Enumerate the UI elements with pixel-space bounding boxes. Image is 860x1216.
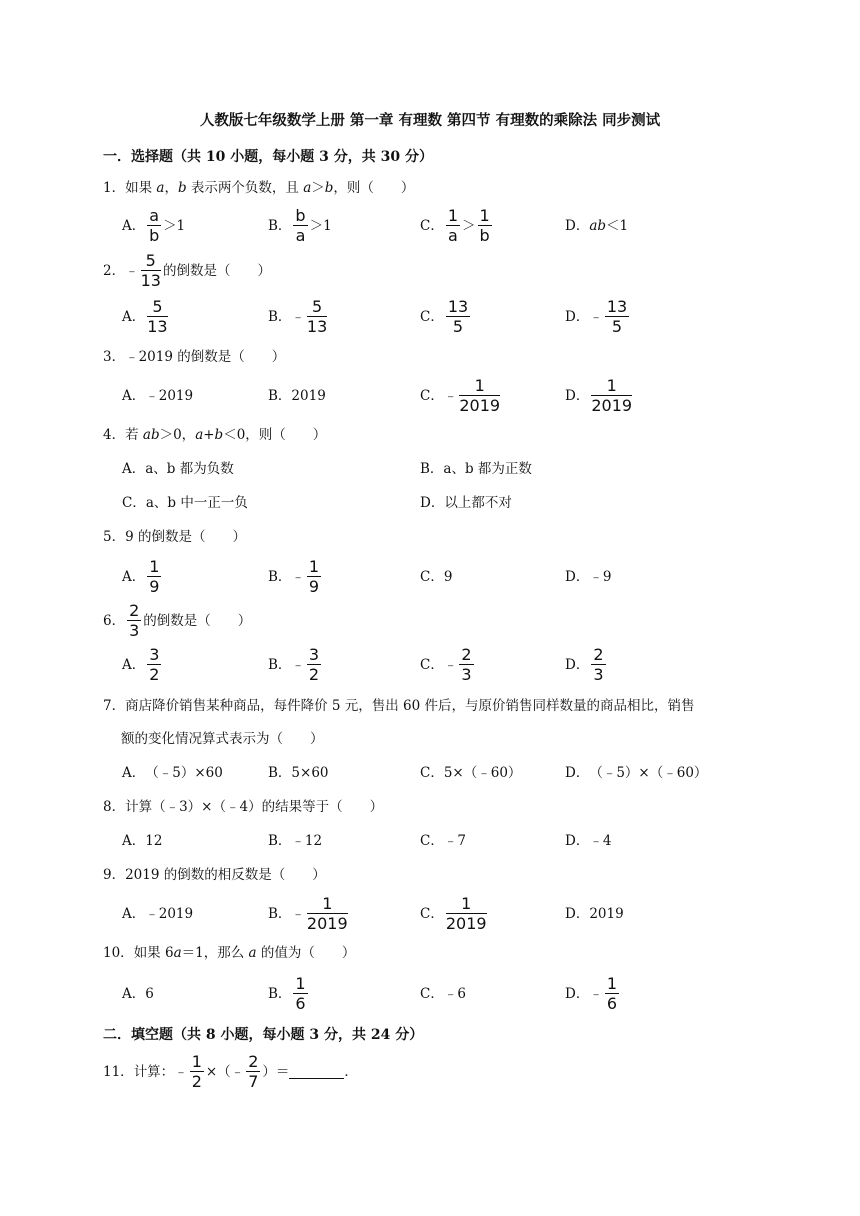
- question-7-line-2: 额的变化情况算式表示为（ ）: [121, 731, 324, 747]
- q8-option-b[interactable]: B． ﹣12: [268, 833, 323, 849]
- q8-option-d[interactable]: D． ﹣4: [565, 833, 612, 849]
- q8-option-c[interactable]: C． ﹣7: [420, 833, 466, 849]
- q5-option-c[interactable]: C． 9: [420, 569, 453, 585]
- fraction: $\frac{1}{b}$: [479, 206, 490, 245]
- fraction: $\frac{1}{9}$: [308, 557, 320, 596]
- q5-option-a[interactable]: A． $\frac{1}{9}$: [122, 557, 160, 596]
- fraction: $\frac{5}{13}$: [140, 251, 161, 290]
- q10-option-b[interactable]: B． $\frac{1}{6}$: [268, 974, 306, 1013]
- q6-option-d[interactable]: D． $\frac{2}{3}$: [565, 645, 604, 684]
- q7-option-b[interactable]: B． 5×60: [268, 765, 329, 781]
- fraction: $\frac{1}{2019}$: [306, 894, 348, 933]
- fraction: $\frac{1}{9}$: [149, 557, 160, 596]
- q9-option-a[interactable]: A． ﹣2019: [122, 906, 194, 922]
- q5-option-d[interactable]: D． ﹣9: [565, 569, 612, 585]
- question-11: 11． 计算： ﹣ $\frac{1}{2}$ ×（ ﹣ $\frac{2}{7}$ ）＝ ．: [103, 1052, 358, 1091]
- fraction: $\frac{5}{13}$: [306, 297, 328, 336]
- fraction: $\frac{1}{2019}$: [445, 894, 487, 933]
- q9-option-d[interactable]: D． 2019: [565, 906, 624, 922]
- fraction: $\frac{1}{a}$: [447, 206, 459, 245]
- fraction: $\frac{1}{2019}$: [459, 376, 501, 415]
- q4-option-c[interactable]: C． a、b 中一正一负: [122, 495, 248, 511]
- q2-option-b[interactable]: B． ﹣ $\frac{5}{13}$: [268, 297, 328, 336]
- q2-option-a[interactable]: A． $\frac{5}{13}$: [122, 297, 168, 336]
- q1-option-d[interactable]: D． ab ＜1: [565, 218, 629, 234]
- question-6: 6． $\frac{2}{3}$ 的倒数是（ ）: [103, 601, 252, 640]
- q3-option-b[interactable]: B． 2019: [268, 388, 326, 404]
- page-title: 人教版七年级数学上册 第一章 有理数 第四节 有理数的乘除法 同步测试: [199, 112, 661, 129]
- question-4: 4．若 ab＞0，a+b＜0，则（ ）: [103, 427, 327, 443]
- q1-option-a[interactable]: A． $\frac{a}{b}$ ＞1: [122, 206, 186, 245]
- q9-option-b[interactable]: B． ﹣ $\frac{1}{2019}$: [268, 894, 348, 933]
- section-heading-choice: 一．选择题（共 10 小题，每小题 3 分，共 30 分）: [103, 149, 433, 165]
- q8-option-a[interactable]: A． 12: [122, 833, 163, 849]
- fraction: $\frac{1}{2019}$: [591, 376, 633, 415]
- q2-option-d[interactable]: D． ﹣ $\frac{13}{5}$: [565, 297, 628, 336]
- question-7: 7．商店降价销售某种商品，每件降价 5 元，售出 60 件后，与原价销售同样数量的商品相比，销售: [103, 698, 695, 714]
- question-10: 10．如果 6a＝1，那么 a 的值为（ ）: [103, 945, 356, 961]
- q7-option-a[interactable]: A． （﹣5）×60: [122, 765, 223, 781]
- fraction: $\frac{b}{a}$: [295, 206, 306, 245]
- q4-option-d[interactable]: D． 以上都不对: [420, 495, 512, 511]
- q9-option-c[interactable]: C． $\frac{1}{2019}$: [420, 894, 487, 933]
- fraction: $\frac{2}{3}$: [593, 645, 604, 684]
- fraction: $\frac{13}{5}$: [447, 297, 469, 336]
- question-8: 8．计算（﹣3）×（﹣4）的结果等于（ ）: [103, 799, 384, 815]
- q10-option-d[interactable]: D． ﹣ $\frac{1}{6}$: [565, 974, 618, 1013]
- q7-option-d[interactable]: D． （﹣5）×（﹣60）: [565, 765, 708, 781]
- question-5: 5．9 的倒数是（ ）: [103, 529, 246, 545]
- section-heading-fill: 二．填空题（共 8 小题，每小题 3 分，共 24 分）: [103, 1027, 424, 1043]
- q10-option-a[interactable]: A． 6: [122, 986, 154, 1002]
- fraction: $\frac{2}{3}$: [461, 645, 472, 684]
- q2-option-c[interactable]: C． $\frac{13}{5}$: [420, 297, 469, 336]
- question-9: 9．2019 的倒数的相反数是（ ）: [103, 867, 326, 883]
- fraction: $\frac{3}{2}$: [308, 645, 320, 684]
- fraction: $\frac{3}{2}$: [149, 645, 160, 684]
- q1-option-b[interactable]: B． $\frac{b}{a}$ ＞1: [268, 206, 332, 245]
- q4-option-a[interactable]: A． a、b 都为负数: [122, 461, 234, 477]
- q6-option-a[interactable]: A． $\frac{3}{2}$: [122, 645, 160, 684]
- fraction: $\frac{13}{5}$: [606, 297, 628, 336]
- fraction: $\frac{1}{6}$: [606, 974, 618, 1013]
- fraction: $\frac{5}{13}$: [147, 297, 168, 336]
- q4-option-b[interactable]: B． a、b 都为正数: [420, 461, 532, 477]
- question-1: 1．如果 a，b 表示两个负数，且 a＞b，则（ ）: [103, 180, 415, 196]
- q6-option-b[interactable]: B． ﹣ $\frac{3}{2}$: [268, 645, 320, 684]
- fraction: $\frac{a}{b}$: [149, 206, 160, 245]
- q3-option-a[interactable]: A． ﹣2019: [122, 388, 194, 404]
- answer-blank[interactable]: [289, 1064, 344, 1079]
- fraction: $\frac{1}{6}$: [295, 974, 306, 1013]
- fraction: $\frac{1}{2}$: [191, 1052, 202, 1091]
- q6-option-c[interactable]: C． ﹣ $\frac{2}{3}$: [420, 645, 472, 684]
- q3-option-c[interactable]: C． ﹣ $\frac{1}{2019}$: [420, 376, 501, 415]
- question-2: 2． ﹣ $\frac{5}{13}$ 的倒数是（ ）: [103, 251, 271, 290]
- q5-option-b[interactable]: B． ﹣ $\frac{1}{9}$: [268, 557, 320, 596]
- q3-option-d[interactable]: D． $\frac{1}{2019}$: [565, 376, 633, 415]
- q1-option-c[interactable]: C． $\frac{1}{a}$ ＞ $\frac{1}{b}$: [420, 206, 490, 245]
- fraction: $\frac{2}{7}$: [248, 1052, 259, 1091]
- question-3: 3．﹣2019 的倒数是（ ）: [103, 349, 286, 365]
- q10-option-c[interactable]: C． ﹣6: [420, 986, 466, 1002]
- q7-option-c[interactable]: C． 5×（﹣60）: [420, 765, 522, 781]
- fraction: $\frac{2}{3}$: [129, 601, 140, 640]
